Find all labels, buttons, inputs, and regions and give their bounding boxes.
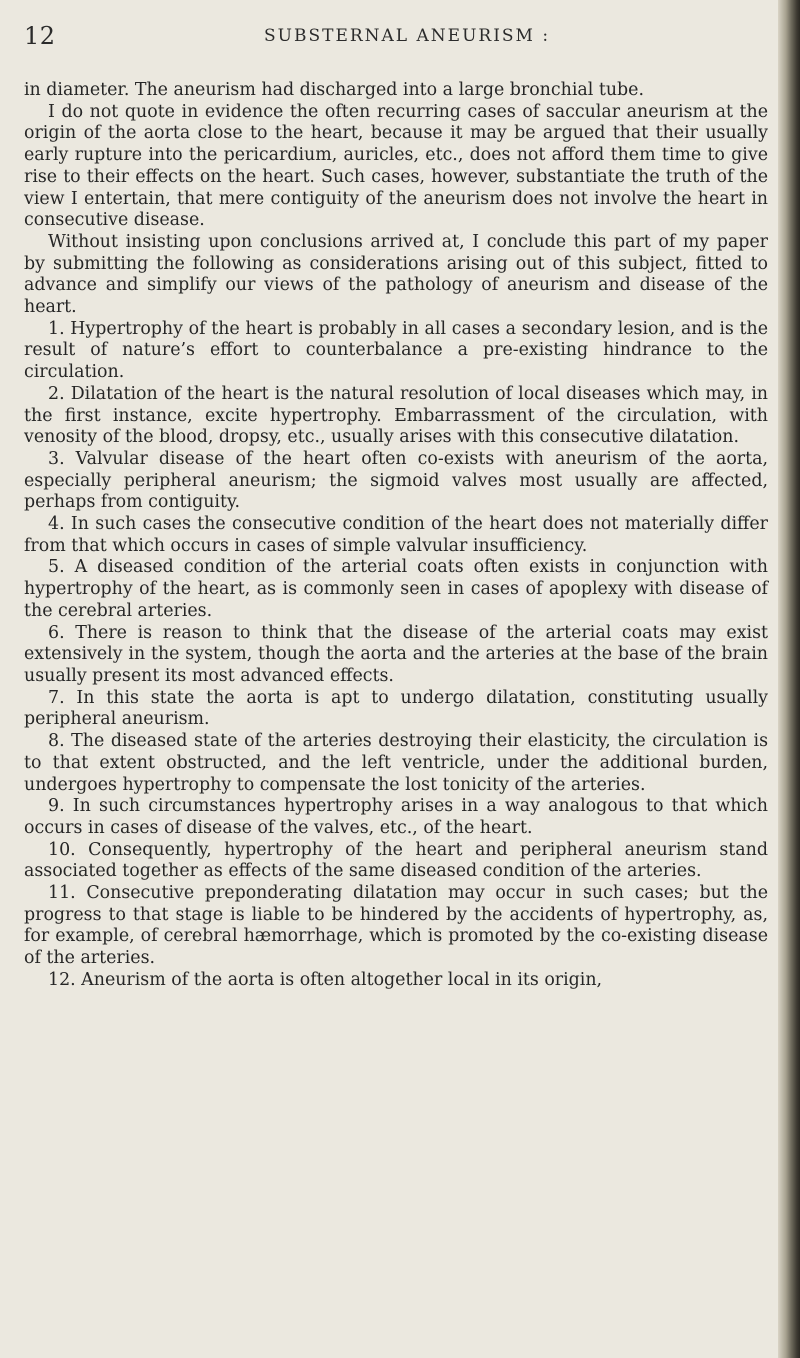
book-spine-shadow [778,0,800,1358]
paragraph: in diameter. The aneurism had discharged into a large bronchial tube. [24,80,644,100]
numbered-paragraph: 3. Valvular disease of the heart often co-exists with aneurism of the aorta, especially peripheral aneurism; the sigmoid valves most usually are affected, perhaps from contiguity. [24,448,768,513]
numbered-paragraph: 12. Aneurism of the aorta is often altogether local in its origin, [48,969,603,990]
body-text [24,80,768,992]
paragraph: Without insisting upon conclusions arrived at, I conclude this part of my paper by submitting the following as considerations arising out of this subject, fitted to advance and simplify our views of the pathology of aneurism and disease of the heart. [24,231,768,318]
numbered-paragraph: 1. Hypertrophy of the heart is probably in all cases a secondary lesion, and is the result of nature’s effort to counterbalance a pre-existing hindrance to the circulation. [24,318,768,383]
numbered-paragraph: 10. Consequently, hypertrophy of the heart and peripheral aneurism stand associated together as effects of the same diseased condition of the arteries. [24,839,768,882]
numbered-paragraph: 8. The diseased state of the arteries destroying their elasticity, the circulation is to that extent obstructed, and the left ventricle, under the additional burden, undergoes hypertrophy to compensate the lost tonicity of the arteries. [24,731,768,795]
numbered-paragraph: 9. In such circumstances hypertrophy arises in a way analogous to that which occurs in cases of disease of the valves, etc., of the heart. [24,796,768,838]
paragraph: I do not quote in evidence the often recurring cases of saccular aneurism at the origin of the aorta close to the heart, because it may be argued that their usually early rupture into the pericardium, auricles, etc., does not afford them time to give rise to their effects on the heart. Such cases, however, substantiate the truth of the view I entertain, that mere contiguity of the aneurism does not involve the heart in consecutive disease. [24,101,768,231]
page-number: 12 [24,22,56,50]
numbered-paragraph: 6. There is reason to think that the disease of the arterial coats may exist extensively in the system, though the aorta and the arteries at the base of the brain usually present its most advanced effects. [24,622,768,686]
numbered-paragraph: 5. A diseased condition of the arterial coats often exists in conjunction with hypertrophy of the heart, as is commonly seen in cases of apoplexy with disease of the cerebral arteries. [24,557,768,621]
page-header [24,22,766,52]
numbered-paragraph: 2. Dilatation of the heart is the natural resolution of local diseases which may, in the first instance, excite hypertrophy. Embarrassment of the circulation, with venosity of the blood, dropsy, etc., usually arises with this consecutive dilatation. [24,383,768,448]
numbered-paragraph: 4. In such cases the consecutive condition of the heart does not materially differ from that which occurs in cases of simple valvular insufficiency. [24,514,768,556]
running-title: SUBSTERNAL ANEURISM : [264,26,551,46]
numbered-paragraph: 7. In this state the aorta is apt to undergo dilatation, constituting usually peripheral aneurism. [24,687,768,730]
numbered-paragraph: 11. Consecutive preponderating dilatation may occur in such cases; but the progress to that stage is liable to be hindered by the accidents of hypertrophy, as, for example, of cerebral hæmorrhage, which is promoted by the co-existing disease of the arteries. [24,883,768,969]
